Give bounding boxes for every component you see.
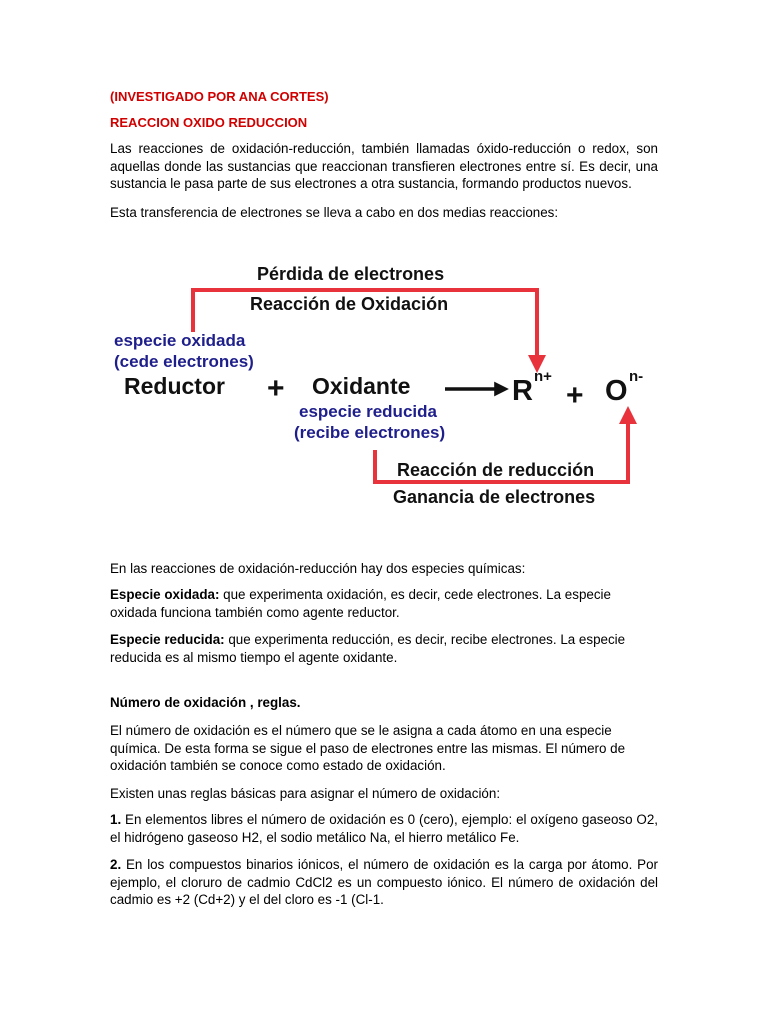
plus-sign-1: + bbox=[267, 372, 285, 405]
rule-1-number: 1. bbox=[110, 812, 122, 827]
product-r: R bbox=[512, 375, 533, 407]
mid-note-reducida: especie reducida bbox=[299, 402, 437, 421]
top-label-oxidacion: Reacción de Oxidación bbox=[250, 294, 449, 314]
bottom-label-ganancia: Ganancia de electrones bbox=[393, 487, 596, 507]
rules-paragraph-2: Existen unas reglas básicas para asignar el número de oxidación: bbox=[110, 786, 501, 801]
rule-2-text: En los compuestos binarios iónicos, el número de oxidación es la carga por átomo. Por ejemplo, el cloruro de cadmio CdCl2 es un compuesto iónico. El número de oxidación del cadmio es +2 (Cd+2) y el del cloro es -1 (Cl-1. bbox=[110, 857, 658, 907]
species-reducida-paragraph bbox=[110, 631, 658, 666]
oxidante-label: Oxidante bbox=[312, 373, 411, 399]
author-line: (INVESTIGADO POR ANA CORTES) bbox=[110, 89, 329, 104]
mid-note-recibe: (recibe electrones) bbox=[294, 423, 446, 442]
rules-heading: Número de oxidación , reglas. bbox=[110, 695, 301, 710]
rule-2 bbox=[110, 856, 658, 909]
top-label-perdida: Pérdida de electrones bbox=[257, 264, 445, 284]
plus-sign-2: + bbox=[566, 379, 584, 412]
left-note-oxidada: especie oxidada bbox=[114, 331, 246, 350]
left-note-cede: (cede electrones) bbox=[114, 352, 254, 371]
species-oxidada-text: que experimenta oxidación, es decir, cede electrones. La especie oxidada funciona también como agente reductor. bbox=[110, 587, 611, 620]
species-reducida-text: que experimenta reducción, es decir, recibe electrones. La especie reducida es al mismo tiempo el agente oxidante. bbox=[110, 632, 626, 665]
redox-diagram bbox=[105, 250, 665, 520]
rule-1-text: En elementos libres el número de oxidación es 0 (cero), ejemplo: el oxígeno gaseoso O2, el hidrógeno gaseoso H2, el sodio metálico Na, el hierro metálico Fe. bbox=[110, 812, 658, 845]
reductor-label: Reductor bbox=[124, 373, 225, 399]
species-reducida-term: Especie reducida: bbox=[110, 632, 225, 647]
species-intro: En las reacciones de oxidación-reducción hay dos especies químicas: bbox=[110, 561, 526, 576]
product-o: O bbox=[605, 375, 628, 407]
rule-1 bbox=[110, 811, 658, 846]
rules-paragraph-1: El número de oxidación es el número que se le asigna a cada átomo en una especie química. De esta forma se sigue el paso de electrones entre las mismas. El número de oxidación también se conoce como estado de oxidación. bbox=[110, 723, 626, 773]
rule-2-number: 2. bbox=[110, 857, 122, 872]
redox-diagram-svg bbox=[105, 250, 665, 520]
intro-paragraph-2: Esta transferencia de electrones se lleva a cabo en dos medias reacciones: bbox=[110, 205, 559, 220]
species-oxidada-paragraph bbox=[110, 586, 658, 621]
intro-paragraph-1: Las reacciones de oxidación-reducción, también llamadas óxido-reducción o redox, son aquellas donde las sustancias que reaccionan transfieren electrones entre sí. Es decir, una sustancia le pasa parte de sus electrones a otra sustancia, formando productos nuevos. bbox=[110, 141, 658, 191]
species-oxidada-term: Especie oxidada: bbox=[110, 587, 220, 602]
document-title: REACCION OXIDO REDUCCION bbox=[110, 115, 308, 130]
product-r-charge: n+ bbox=[534, 368, 552, 385]
product-o-charge: n- bbox=[629, 368, 644, 385]
bottom-label-reduccion: Reacción de reducción bbox=[397, 460, 595, 480]
